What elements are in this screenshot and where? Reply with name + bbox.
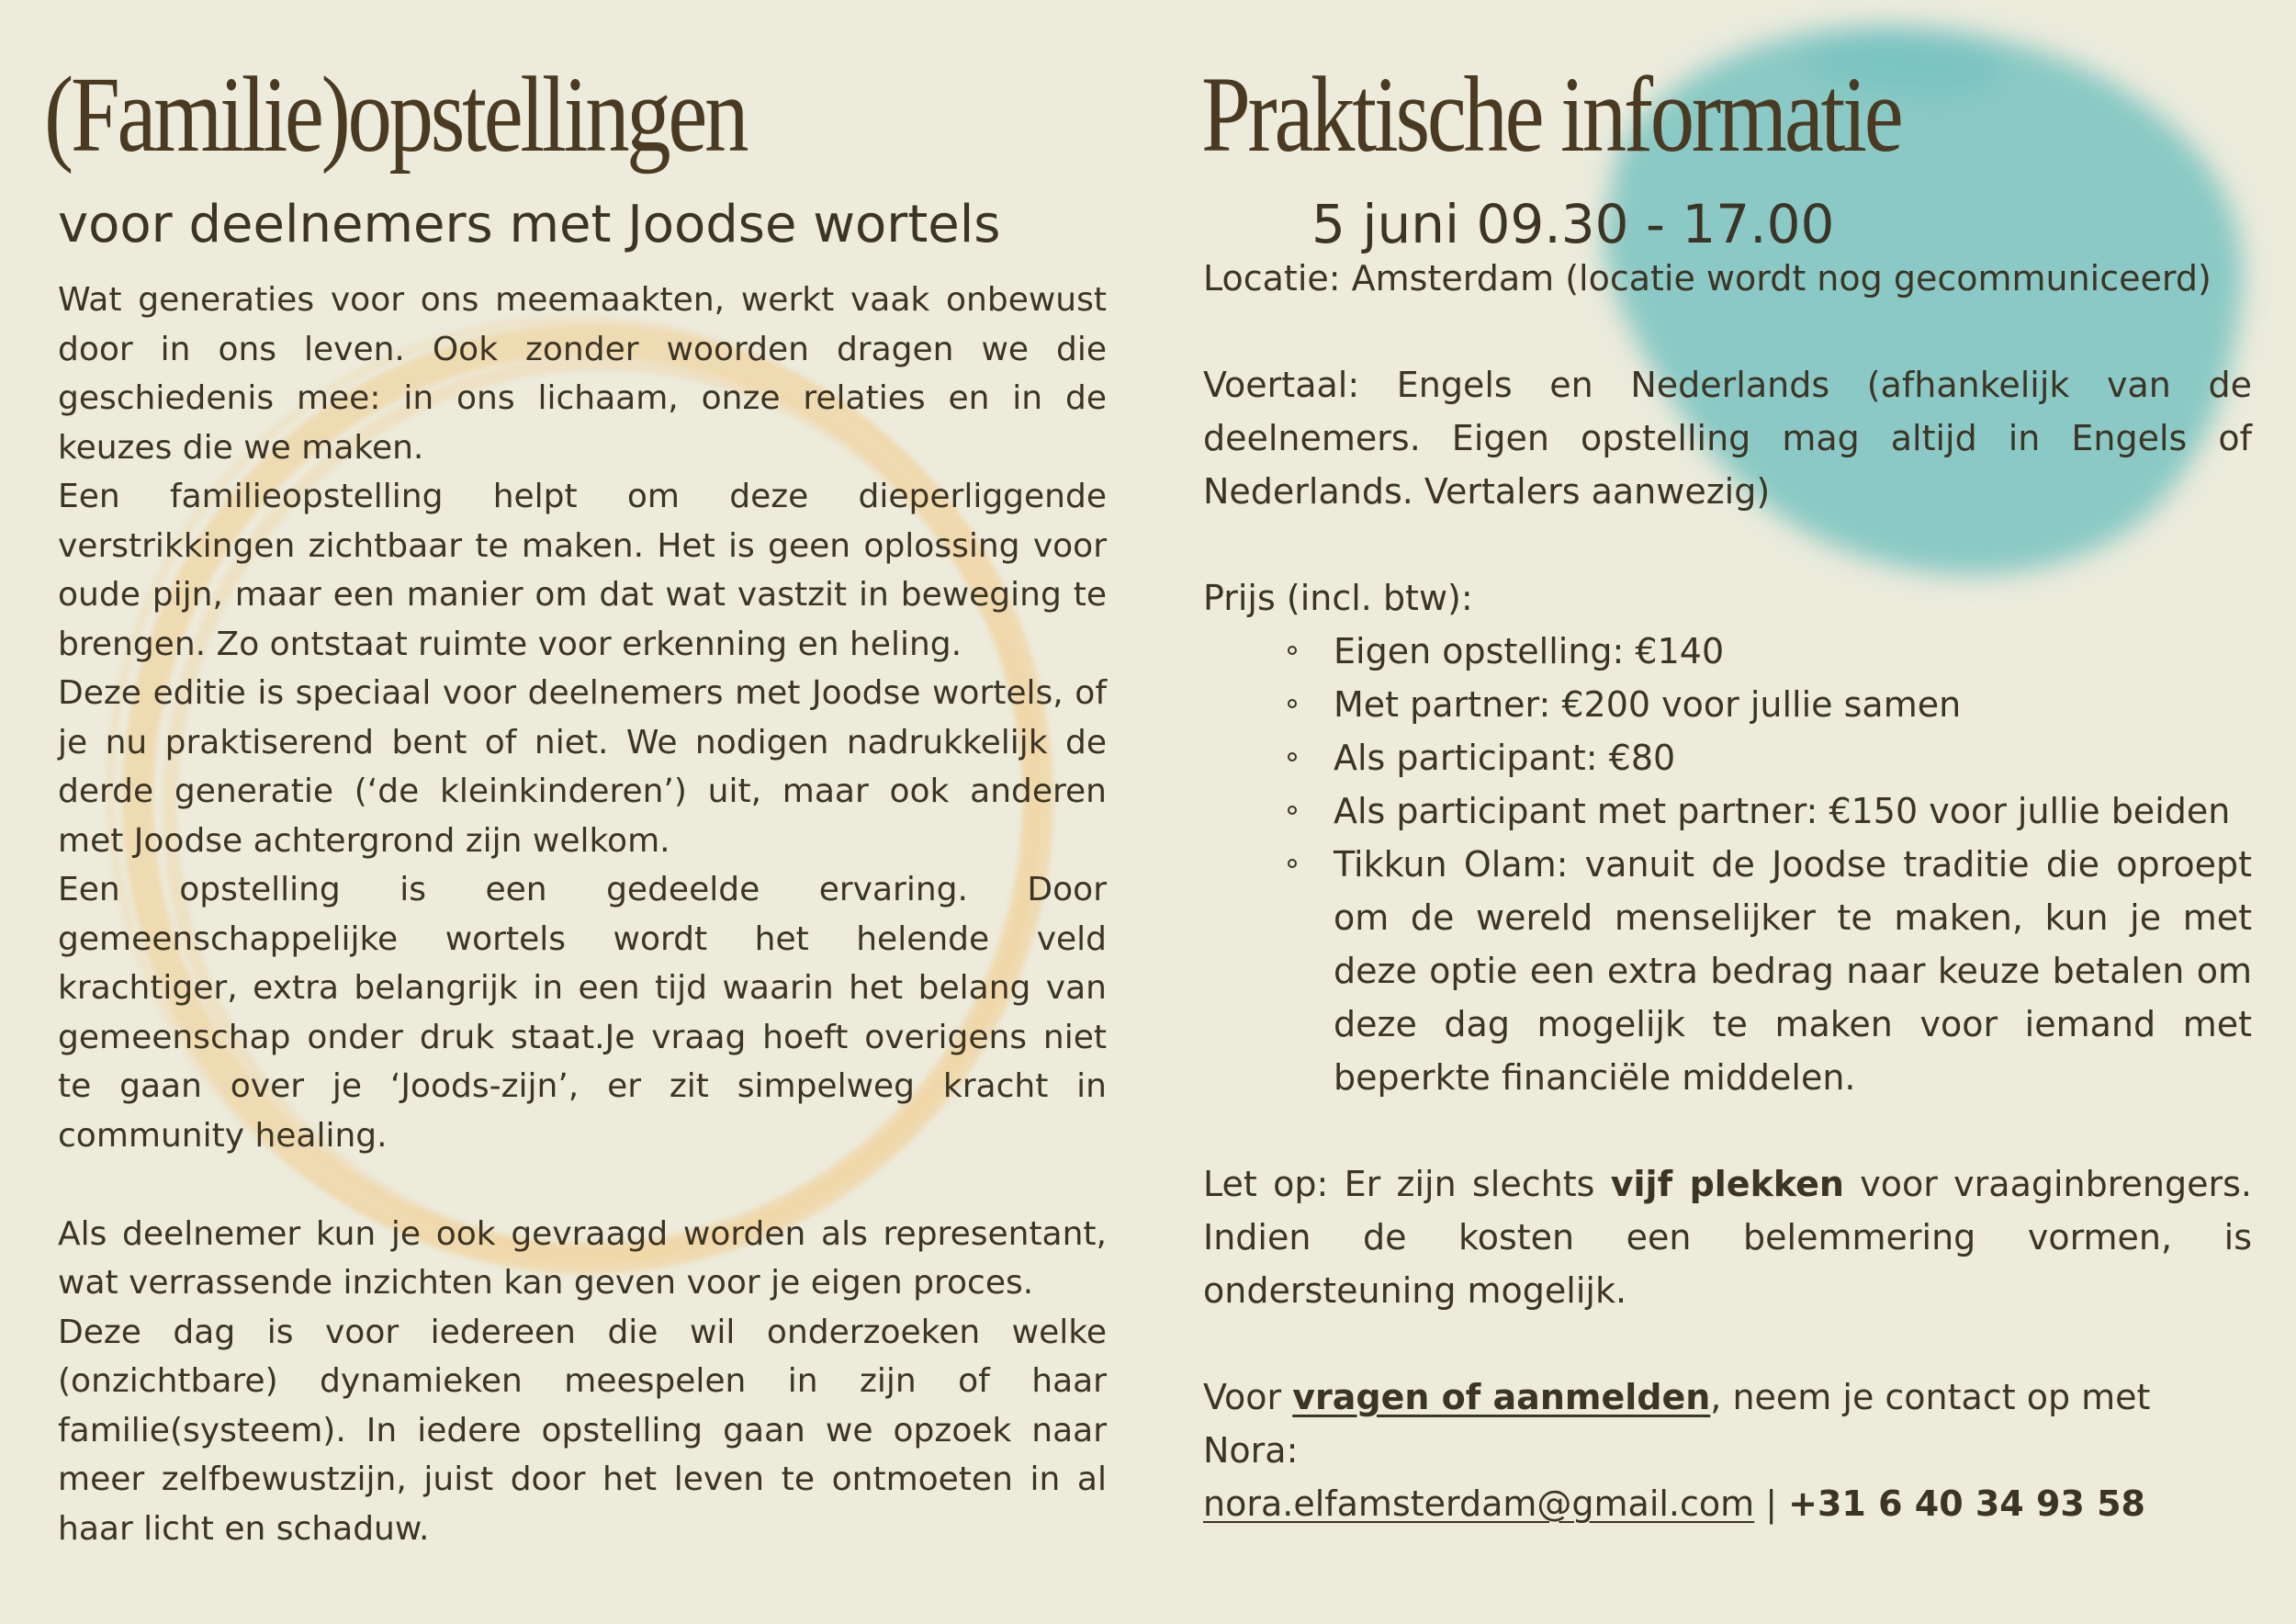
price-item: [1334, 678, 2252, 731]
paragraph-gedeelde-ervaring: Een opstelling is een gedeelde ervaring. Door gemeenschappelijke wortels wordt het helende veld krachtiger, extra belangrijk in een tijd waarin het belang van gemeenschap onder druk staat.Je vraag hoeft overigens niet te gaan over je ‘Joods-zijn’, er zit simpelweg kracht in community healing.: [58, 871, 1107, 1155]
contact-suffix: , neem je contact op met Nora:: [1203, 1377, 2151, 1471]
bullet-icon: [1288, 699, 1297, 708]
location-text: Locatie: Amsterdam (locatie wordt nog gecommuniceerd): [1203, 258, 2212, 299]
practical-info: [1203, 252, 2252, 1530]
price-item-text: Tikkun Olam: vanuit de Joodse traditie die oproept om de wereld menselijker te maken, kun je met deze optie een extra bedrag naar keuze betalen om deze dag mogelijk te maken voor iemand met beperkte financiële middelen.: [1334, 844, 2252, 1098]
price-item-text: Als participant: €80: [1334, 738, 1676, 778]
spacer: [1203, 305, 2252, 358]
price-heading: Prijs (incl. btw):: [1203, 578, 1473, 618]
paragraph-representant: Als deelnemer kun je ook gevraagd worden als representant, wat verrassende inzichten kan geven voor je eigen proces.: [58, 1214, 1107, 1302]
price-item: [1334, 731, 2252, 784]
note-highlight: vijf plekken: [1610, 1164, 1844, 1204]
bullet-icon: [1288, 752, 1297, 761]
paragraph-familieopstelling: Een familieopstelling helpt om deze dieperliggende verstrikkingen zichtbaar te maken. Het is geen oplossing voor oude pijn, maar een manier om dat wat vastzit in beweging te brengen. Zo ontstaat ruimte voor erkenning en heling.: [58, 478, 1107, 663]
price-item: [1334, 625, 2252, 678]
spacer: [58, 1160, 1107, 1210]
bullet-icon: [1288, 646, 1297, 655]
event-date: 5 juni 09.30 - 17.00: [1311, 193, 1835, 255]
spacer: [1203, 1317, 2252, 1370]
subtitle: voor deelnemers met Joodse wortels: [58, 195, 1001, 254]
spacer: [1203, 518, 2252, 571]
contact-separator: |: [1754, 1483, 1789, 1524]
email-link[interactable]: nora.elfamsterdam@gmail.com: [1203, 1483, 1755, 1524]
paragraph-voor-iedereen: Deze dag is voor iedereen die wil onderzoeken welke (onzichtbare) dynamieken meespelen in zijn of haar familie(systeem). In iedere opstelling gaan we opzoek naar meer zelfbewustzijn, juist door het leven te ontmoeten in al haar licht en schaduw.: [58, 1313, 1107, 1548]
contact-prefix: Voor: [1203, 1377, 1293, 1417]
price-item-text: Met partner: €200 voor jullie samen: [1334, 684, 1962, 725]
price-item: [1334, 838, 2252, 1104]
note-prefix: Let op: Er zijn slechts: [1203, 1164, 1611, 1204]
price-list: [1203, 625, 2252, 1104]
price-item: [1334, 784, 2252, 838]
register-link[interactable]: vragen of aanmelden: [1292, 1377, 1711, 1417]
intro-text: [58, 276, 1107, 1553]
page-title-left: (Familie)opstellingen: [44, 54, 747, 175]
paragraph-generations: Wat generaties voor ons meemaakten, werkt vaak onbewust door in ons leven. Ook zonder woorden dragen we die geschiedenis mee: in ons lichaam, onze relaties en in de keuzes die we maken.: [58, 281, 1107, 467]
paragraph-joodse-wortels: Deze editie is speciaal voor deelnemers met Joodse wortels, of je nu praktiserend bent of niet. We nodigen nadrukkelijk de derde generatie (‘de kleinkinderen’) uit, maar ook anderen met Joodse achtergrond zijn welkom.: [58, 674, 1107, 860]
contact-text: [1203, 1370, 2252, 1530]
price-item-text: Eigen opstelling: €140: [1334, 631, 1725, 671]
price-item-text: Als participant met partner: €150 voor jullie beiden: [1334, 791, 2231, 831]
spacer: [1203, 1104, 2252, 1157]
language-text: Voertaal: Engels en Nederlands (afhankelijk van de deelnemers. Eigen opstelling mag altijd in Engels of Nederlands. Vertalers aanwezig): [1203, 365, 2252, 512]
phone-number[interactable]: +31 6 40 34 93 58: [1788, 1483, 2145, 1524]
note-suffix: voor vraaginbrengers. Indien de kosten een belemmering vormen, is ondersteuning mogelijk.: [1203, 1164, 2252, 1311]
note-text: [1203, 1157, 2252, 1317]
bullet-icon: [1288, 806, 1297, 815]
page-title-right: Praktische informatie: [1201, 54, 1901, 175]
bullet-icon: [1288, 859, 1297, 868]
